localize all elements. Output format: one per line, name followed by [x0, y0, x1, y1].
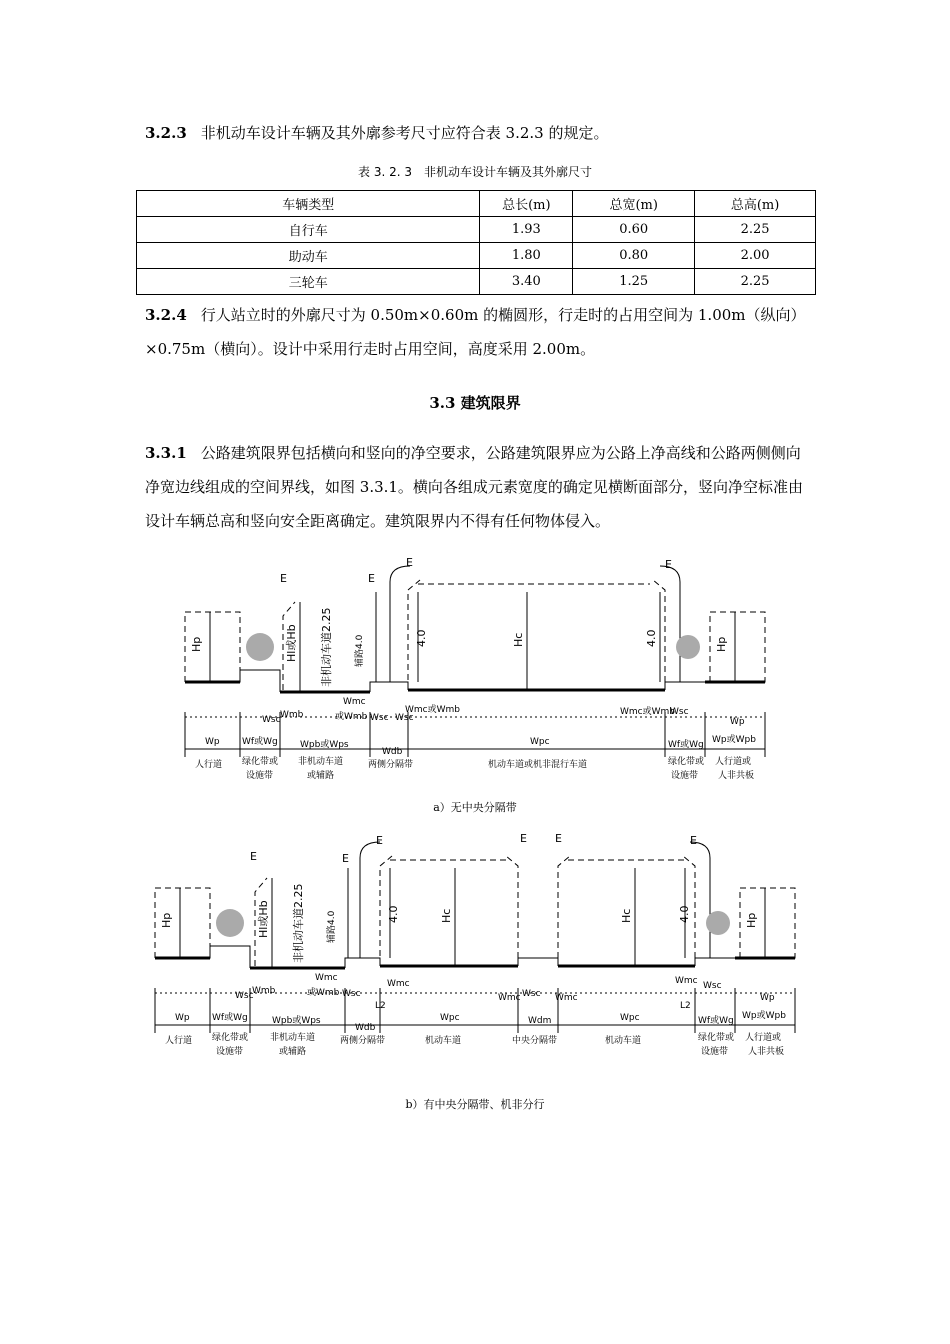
label-fl: 辅路4.0 — [327, 910, 337, 943]
label-facility-belt: 设施带 — [701, 1047, 729, 1057]
label-sidewalk: 人行道 — [195, 760, 223, 770]
label-E: E — [665, 558, 672, 571]
label-service-road: 或辅路 — [279, 1047, 307, 1057]
label-green-belt: 绿化带或 — [698, 1033, 735, 1043]
table-cell: 2.25 — [695, 217, 816, 243]
label-Hp: Hp — [745, 912, 758, 928]
label-Wp-Wpb: Wp或Wpb — [742, 1011, 786, 1021]
label-Hc: Hc — [512, 632, 525, 647]
label-Hp: Hp — [190, 636, 203, 652]
label-Hl: Hl或Hb — [285, 624, 298, 662]
clause-number: 3.2.3 — [145, 124, 187, 142]
label-facility-belt: 设施带 — [216, 1047, 244, 1057]
label-L2: L2 — [375, 1001, 386, 1011]
table-header-row — [137, 191, 816, 217]
label-Wmc: Wmc — [498, 993, 521, 1003]
label-side-divider: 两侧分隔带 — [340, 1036, 386, 1046]
label-E: E — [342, 852, 349, 865]
label-Hp: Hp — [160, 912, 173, 928]
figure-a-caption: a）无中央分隔带 — [433, 801, 517, 814]
table-caption: 表 3. 2. 3 非机动车设计车辆及其外廓尺寸 — [358, 165, 592, 179]
label-central-divider: 中央分隔带 — [512, 1036, 558, 1046]
label-Wp: Wp — [205, 737, 220, 747]
header-cell: 总宽(m) — [573, 191, 695, 217]
label-facility-belt: 设施带 — [671, 771, 699, 781]
label-green-belt: 绿化带或 — [212, 1033, 249, 1043]
clause-text: 非机动车设计车辆及其外廓参考尺寸应符合表 3.2.3 的规定。 — [200, 124, 609, 142]
figure-b-caption: b）有中央分隔带、机非分行 — [405, 1098, 545, 1111]
figure-b-clearance-with-median — [150, 828, 800, 1078]
label-green-belt: 绿化带或 — [242, 757, 279, 767]
label-Wf: Wf或Wg — [698, 1016, 734, 1026]
label-Wsc: Wsc — [262, 715, 281, 725]
label-Wp-Wpb: Wp或Wpb — [712, 735, 756, 745]
label-Wp: Wp — [730, 717, 745, 727]
label-E: E — [520, 832, 527, 845]
label-Wmb: 或Wmb — [335, 712, 368, 722]
label-Wsc: Wsc — [522, 989, 541, 999]
table-cell: 助动车 — [137, 243, 480, 269]
label-Wdb: Wdb — [382, 747, 403, 757]
label-Wsc: Wsc — [342, 989, 361, 999]
label-Wmc-Wmb: Wmc或Wmb — [405, 705, 460, 715]
label-side-divider: 两侧分隔带 — [368, 760, 414, 770]
label-E: E — [376, 834, 383, 847]
label-motor-lane: 机动车道 — [605, 1036, 642, 1046]
paragraph-3-2-3 — [145, 116, 805, 150]
label-Hl: Hl或Hb — [257, 900, 270, 938]
label-nm: 非机动车道2.25 — [292, 883, 305, 963]
label-E: E — [368, 572, 375, 585]
label-Wmc: Wmc — [315, 973, 338, 983]
label-Wmc: Wmc — [343, 697, 366, 707]
label-Hc: Hc — [440, 908, 453, 923]
label-Wmc: Wmc — [675, 976, 698, 986]
label-Wmb: Wmb — [252, 986, 276, 996]
label-Wmc-Wmb: Wmc或Wmb — [620, 707, 675, 717]
table-cell: 0.60 — [573, 217, 695, 243]
label-Wpc: Wpc — [530, 737, 550, 747]
label-bike-lane: 非机动车道 — [298, 757, 344, 767]
header-cell: 总高(m) — [695, 191, 816, 217]
label-Wsc: Wsc — [670, 707, 689, 717]
table-cell: 自行车 — [137, 217, 480, 243]
label-Wsc: Wsc — [703, 981, 722, 991]
label-service-road: 或辅路 — [307, 771, 335, 781]
label-sidewalk: 人行道 — [165, 1036, 193, 1046]
label-Hp: Hp — [715, 636, 728, 652]
label-Wsc: Wsc — [370, 713, 389, 723]
label-Hc: Hc — [620, 908, 633, 923]
label-4-0: 4.0 — [387, 905, 400, 923]
table-cell: 1.93 — [480, 217, 573, 243]
paragraph-3-2-4 — [145, 298, 805, 366]
label-Wf: Wf或Wg — [668, 740, 704, 750]
label-4-0: 4.0 — [645, 629, 658, 647]
label-Wdm: Wdm — [528, 1016, 552, 1026]
label-facility-belt: 设施带 — [246, 771, 274, 781]
label-Wpb: Wpb或Wps — [300, 740, 349, 750]
label-Wpc: Wpc — [440, 1013, 460, 1023]
label-sidewalk-or: 人行道或 — [745, 1033, 782, 1043]
figure-a-clearance-no-median — [150, 552, 800, 792]
clause-number: 3.3.1 — [145, 444, 187, 462]
tree-icon — [246, 633, 274, 661]
label-4-0: 4.0 — [678, 905, 691, 923]
label-bike-lane: 非机动车道 — [270, 1033, 316, 1043]
label-shared: 人非共板 — [718, 771, 755, 781]
label-Wmc: Wmc — [555, 993, 578, 1003]
label-Wmb: Wmb — [280, 710, 304, 720]
label-Wp: Wp — [175, 1013, 190, 1023]
table-cell: 2.00 — [695, 243, 816, 269]
table-cell: 1.25 — [573, 269, 695, 295]
label-Wmc: Wmc — [387, 979, 410, 989]
label-motor-lane: 机动车道 — [425, 1036, 462, 1046]
label-Wpb: Wpb或Wps — [272, 1016, 321, 1026]
clause-text: 公路建筑限界包括横向和竖向的净空要求，公路建筑限界应为公路上净高线和公路两侧侧向净宽边线组成的空间界线，如图 3.3.1。横向各组成元素宽度的确定见横断面部分，竖向净空标准由设计车辆总高和竖向安全距离确定。建筑限界内不得有任何物体侵入。 — [145, 444, 803, 530]
tree-icon — [216, 909, 244, 937]
label-sidewalk-or: 人行道或 — [715, 757, 752, 767]
label-Wf: Wf或Wg — [212, 1013, 248, 1023]
table-cell: 2.25 — [695, 269, 816, 295]
label-Wp: Wp — [760, 993, 775, 1003]
label-motor-lane: 机动车道或机非混行车道 — [488, 760, 588, 770]
label-Wpc: Wpc — [620, 1013, 640, 1023]
table-cell: 3.40 — [480, 269, 573, 295]
header-cell: 总长(m) — [480, 191, 573, 217]
label-E: E — [250, 850, 257, 863]
label-E: E — [690, 834, 697, 847]
label-green-belt: 绿化带或 — [668, 757, 705, 767]
label-E: E — [280, 572, 287, 585]
tree-icon — [676, 635, 700, 659]
label-E: E — [406, 556, 413, 569]
table-cell: 0.80 — [573, 243, 695, 269]
table-row — [137, 269, 816, 295]
paragraph-3-3-1 — [145, 436, 805, 538]
label-shared: 人非共板 — [748, 1047, 785, 1057]
table-cell: 三轮车 — [137, 269, 480, 295]
section-title: 3.3 建筑限界 — [429, 394, 521, 412]
header-cell: 车辆类型 — [137, 191, 480, 217]
label-Wsc: Wsc — [395, 713, 414, 723]
vehicle-dimension-table — [136, 190, 816, 295]
table-row — [137, 217, 816, 243]
label-Wmb: 或Wmb — [307, 988, 340, 998]
tree-icon — [706, 911, 730, 935]
label-L2: L2 — [680, 1001, 691, 1011]
label-Wdb: Wdb — [355, 1023, 376, 1033]
label-4-0: 4.0 — [415, 629, 428, 647]
label-Wf: Wf或Wg — [242, 737, 278, 747]
label-nm: 非机动车道2.25 — [320, 607, 333, 687]
label-Wsc: Wsc — [235, 991, 254, 1001]
label-E: E — [555, 832, 562, 845]
clause-number: 3.2.4 — [145, 306, 187, 324]
table-cell: 1.80 — [480, 243, 573, 269]
label-fl: 辅路4.0 — [355, 634, 365, 667]
clause-text: 行人站立时的外廓尺寸为 0.50m×0.60m 的椭圆形，行走时的占用空间为 1.00m（纵向）×0.75m（横向）。设计中采用行走时占用空间，高度采用 2.00m。 — [145, 306, 799, 358]
table-row — [137, 243, 816, 269]
